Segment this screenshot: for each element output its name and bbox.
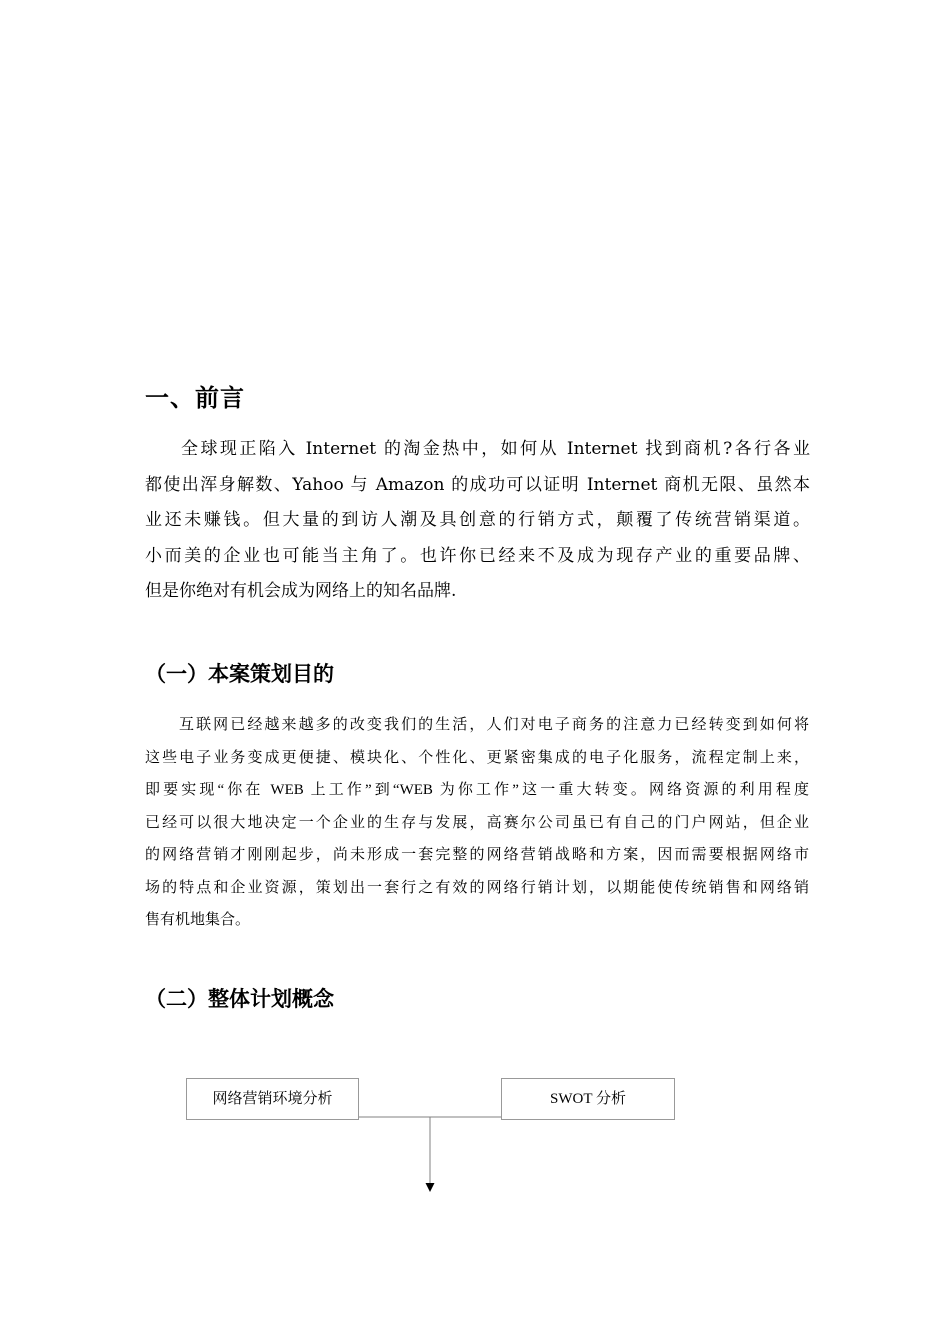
paragraph-line: 售有机地集合。 [145, 912, 251, 928]
paragraph-line: 已经可以很大地决定一个企业的生存与发展，高赛尔公司虽已有自己的门户网站，但企业 [145, 814, 809, 831]
diagram-box-swot-analysis: SWOT 分析 [501, 1078, 675, 1120]
paragraph-line: 的网络营销才刚刚起步，尚未形成一套完整的网络营销战略和方案，因而需要根据网络市 [145, 847, 809, 863]
paragraph-line: 小而美的企业也可能当主角了。也许你已经来不及成为现存产业的重要品牌、 [145, 545, 810, 566]
paragraph-line: 互联网已经越来越多的改变我们的生活，人们对电子商务的注意力已经转变到如何将 [179, 717, 809, 733]
paragraph-line: 但是你绝对有机会成为网络上的知名品牌. [145, 581, 457, 601]
diagram-box-environment-analysis: 网络营销环境分析 [186, 1078, 359, 1120]
paragraph-line: 即要实现“你在 WEB 上工作”到“WEB 为你工作”这一重大转变。网络资源的利用程度 [145, 782, 809, 798]
paragraph-line: 全球现正陷入 Internet 的淘金热中，如何从 Internet 找到商机?各行各业 [181, 439, 810, 459]
arrow-down-icon [426, 1183, 435, 1192]
section-heading-preface: 一、前言 [145, 384, 245, 412]
paragraph-line: 都使出浑身解数、Yahoo 与 Amazon 的成功可以证明 Internet 商机无限、虽然本 [145, 474, 810, 495]
paragraph-line: 场的特点和企业资源，策划出一套行之有效的网络行销计划，以期能使传统销售和网络销 [145, 879, 809, 896]
paragraph-line: 业还未赚钱。但大量的到访人潮及具创意的行销方式，颠覆了传统营销渠道。 [145, 510, 810, 530]
subsection-heading-purpose: （一）本案策划目的 [145, 662, 334, 686]
paragraph-line: 这些电子业务变成更便捷、模块化、个性化、更紧密集成的电子化服务，流程定制上来， [145, 749, 809, 766]
subsection-heading-overall-plan: （二）整体计划概念 [145, 987, 334, 1011]
